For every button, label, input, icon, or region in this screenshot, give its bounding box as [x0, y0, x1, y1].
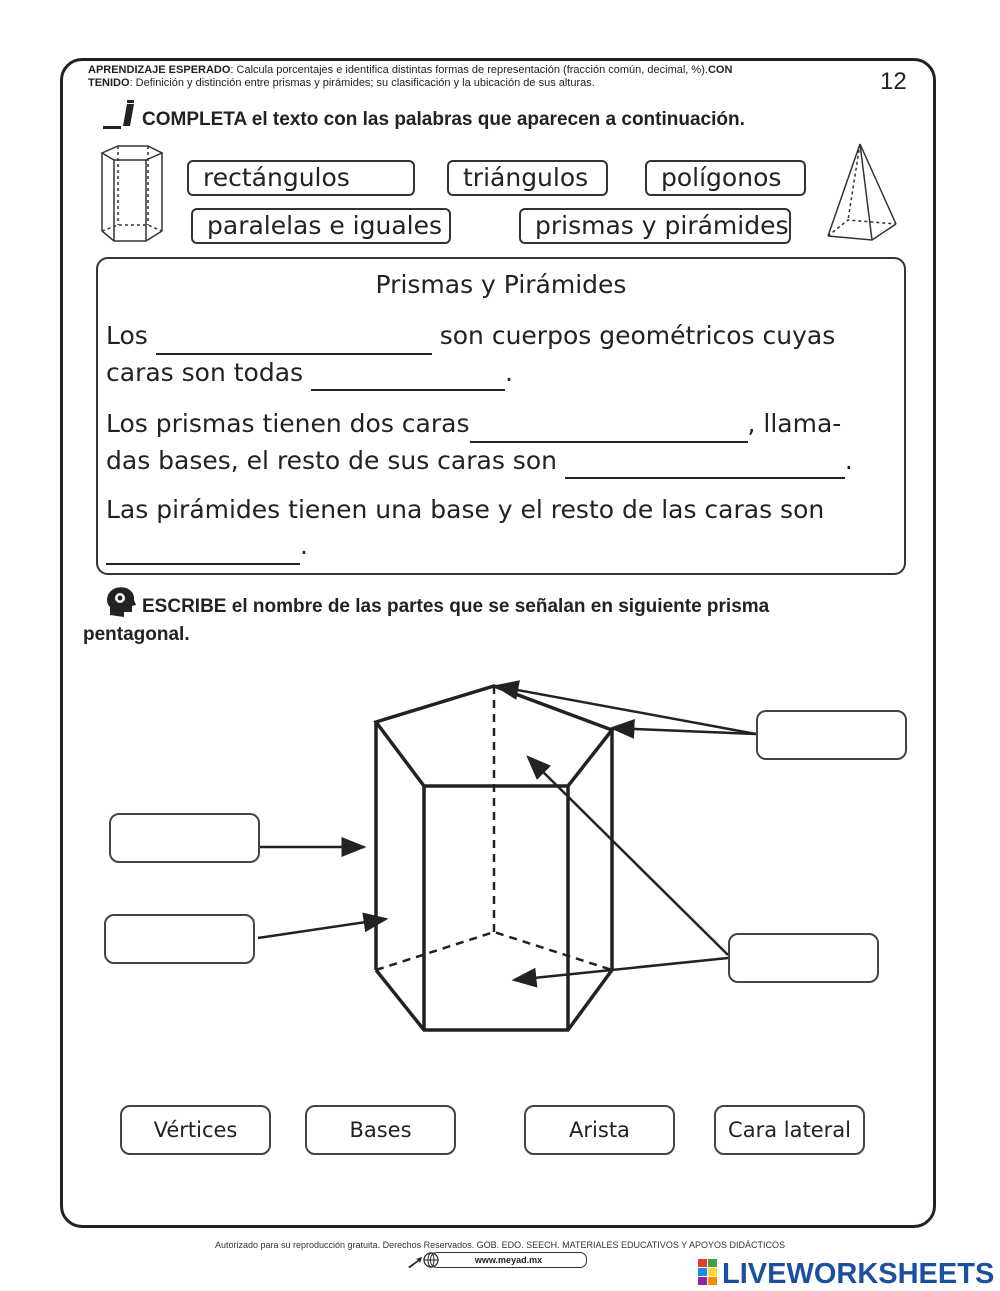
- blank-1[interactable]: [156, 327, 432, 355]
- footer-rights: Autorizado para su reproducción gratuita. Derechos Reservados. GOB. EDO. SEECH. MATERIALES EDUCATIVOS Y APOYOS DIDÁCTICOS: [214, 1240, 786, 1250]
- word-triangulos[interactable]: triángulos: [447, 160, 608, 196]
- option-bases[interactable]: Bases: [305, 1105, 456, 1155]
- paragraph-2: Los prismas tienen dos caras , llama- das bases, el resto de sus caras son .: [106, 406, 853, 479]
- blank-2[interactable]: [311, 363, 505, 391]
- option-cara-lateral[interactable]: Cara lateral: [714, 1105, 865, 1155]
- answer-box-left-bottom[interactable]: [104, 914, 255, 964]
- blank-5[interactable]: [106, 537, 300, 565]
- blank-3[interactable]: [470, 415, 748, 443]
- word-paralelas-e-iguales[interactable]: paralelas e iguales: [191, 208, 451, 244]
- section2-instruction: ESCRIBE el nombre de las partes que se señalan en siguiente prisma: [142, 596, 770, 617]
- liveworksheets-logo-icon: [698, 1259, 718, 1285]
- word-rectangulos[interactable]: rectángulos: [187, 160, 415, 196]
- answer-input-left-bottom[interactable]: [106, 916, 253, 962]
- blank-4[interactable]: [565, 451, 845, 479]
- option-vertices[interactable]: Vértices: [120, 1105, 271, 1155]
- answer-input-right-bottom[interactable]: [730, 935, 877, 981]
- learning-objective-header: APRENDIZAJE ESPERADO: Calcula porcentajes e identifica distintas formas de representación (fracción común, decimal, %).CON TENIDO: Definición y distinción entre prismas y pirámides; su clasificación y la ubicación de sus alturas.: [88, 64, 733, 89]
- page-number: 12: [880, 68, 907, 95]
- liveworksheets-brand: LIVEWORKSHEETS: [722, 1258, 995, 1290]
- hexagonal-prism-icon: [98, 143, 166, 245]
- word-poligonos[interactable]: polígonos: [645, 160, 806, 196]
- section2-instruction-line2: pentagonal.: [83, 624, 190, 645]
- answer-box-right-top[interactable]: [756, 710, 907, 760]
- answer-input-right-top[interactable]: [758, 712, 905, 758]
- answer-box-right-bottom[interactable]: [728, 933, 879, 983]
- section1-instruction: COMPLETA el texto con las palabras que aparecen a continuación.: [142, 109, 745, 130]
- paragraph-1: Los son cuerpos geométricos cuyas caras son todas .: [106, 318, 835, 391]
- answer-box-left-top[interactable]: [109, 813, 260, 863]
- paragraph-3: Las pirámides tienen una base y el resto de las caras son .: [106, 492, 824, 565]
- thinking-head-icon: [104, 585, 138, 619]
- word-prismas-y-piramides[interactable]: prismas y pirámides: [519, 208, 791, 244]
- pyramid-icon: [826, 142, 898, 242]
- pencil-icon: [103, 98, 137, 132]
- answer-input-left-top[interactable]: [111, 815, 258, 861]
- option-arista[interactable]: Arista: [524, 1105, 675, 1155]
- text-box-title: Prismas y Pirámides: [375, 270, 627, 299]
- meyad-link[interactable]: www.meyad.mx: [430, 1252, 587, 1268]
